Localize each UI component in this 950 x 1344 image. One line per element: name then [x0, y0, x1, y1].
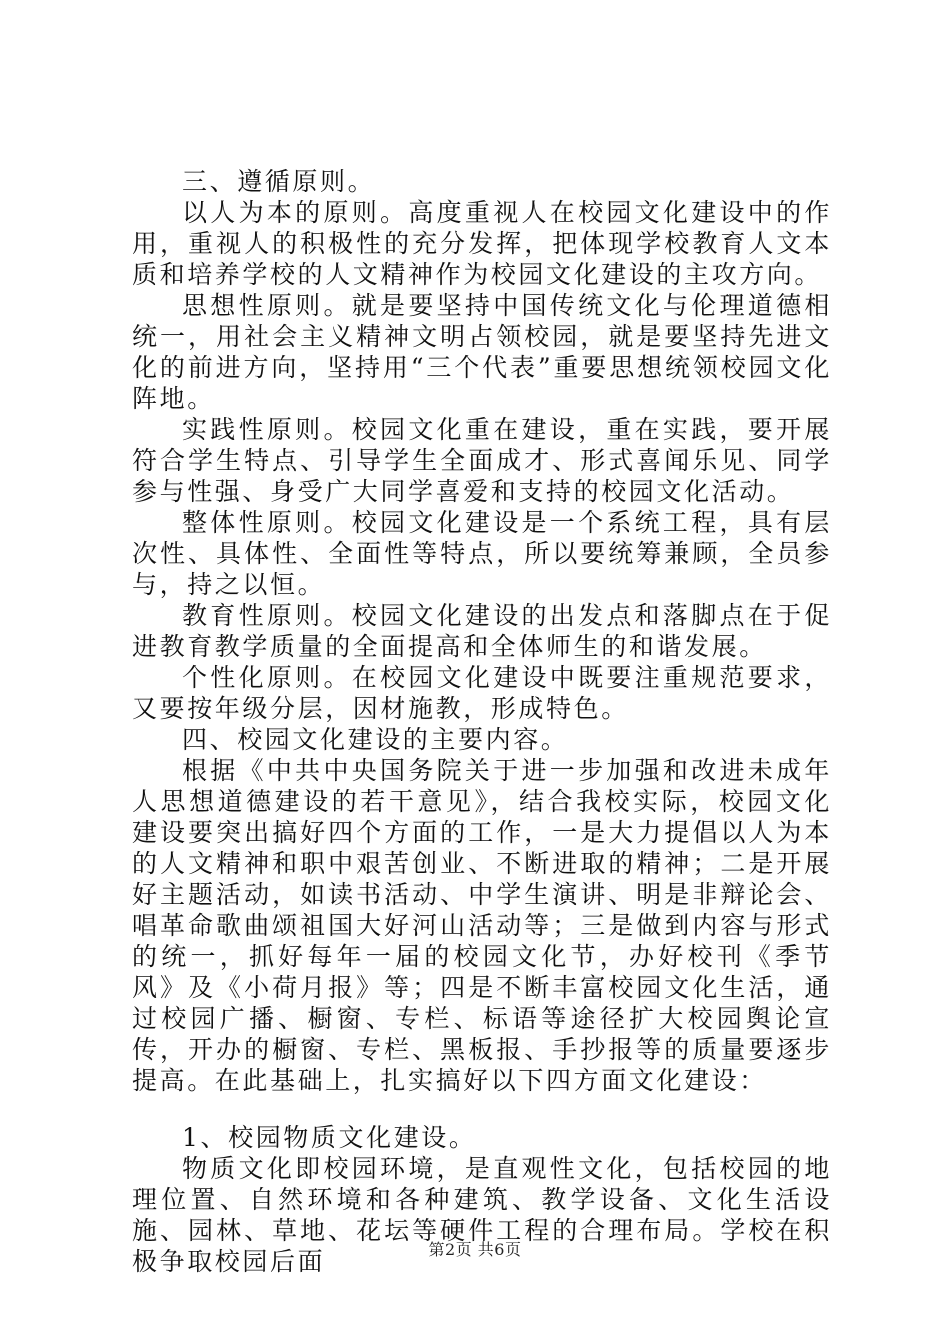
paragraph-holistic: 整体性原则。校园文化建设是一个系统工程，具有层次性、具体性、全面性等特点，所以要统筹兼顾，全员参与，持之以恒。 — [132, 508, 832, 599]
section-heading-3: 三、遵循原则。 — [182, 167, 376, 196]
paragraph-practical: 实践性原则。校园文化重在建设，重在实践，要开展符合学生特点、引导学生全面成才、形式喜闻乐见、同学参与性强、身受广大同学喜爱和支持的校园文化活动。 — [132, 415, 832, 506]
paragraph-material-culture: 物质文化即校园环境，是直观性文化，包括校园的地理位置、自然环境和各种建筑、教学设备、文化生活设施、园林、草地、花坛等硬件工程的合理布局。学校在积极争取校园后面 — [132, 1154, 832, 1276]
section-heading-4: 四、校园文化建设的主要内容。 — [182, 725, 569, 754]
page-footer: 第2页 共6页 — [428, 1240, 522, 1259]
paragraph-ideological: 思想性原则。就是要坚持中国传统文化与伦理道德相统一，用社会主义精神文明占领校园，就是要坚持先进文化的前进方向，坚持用“三个代表”重要思想统领校园文化阵地。 — [132, 291, 832, 413]
paragraph-people-oriented: 以人为本的原则。高度重视人在校园文化建设中的作用，重视人的积极性的充分发挥，把体现学校教育人文本质和培养学校的人文精神作为校园文化建设的主攻方向。 — [132, 198, 832, 289]
subsection-heading-1: 1、校园物质文化建设。 — [182, 1123, 477, 1152]
paragraph-main-content: 根据《中共中央国务院关于进一步加强和改进未成年人思想道德建设的若干意见》，结合我校实际，校园文化建设要突出搞好四个方面的工作，一是大力提倡以人为本的人文精神和职中艰苦创业、不断进取的精神；二是开展好主题活动，如读书活动、中学生演讲、明是非辩论会、唱革命歌曲颂祖国大好河山活动等；三是做到内容与形式的统一，抓好每年一届的校园文化节，办好校刊《季节风》及《小荷月报》等；四是不断丰富校园文化生活，通过校园广播、橱窗、专栏、标语等途径扩大校园舆论宣传，开办的橱窗、专栏、黑板报、手抄报等的质量要逐步提高。在此基础上，扎实搞好以下四方面文化建设： — [132, 756, 832, 1095]
document-body — [132, 166, 832, 1277]
paragraph-individualized: 个性化原则。在校园文化建设中既要注重规范要求，又要按年级分层，因材施教，形成特色。 — [132, 663, 832, 723]
paragraph-educational: 教育性原则。校园文化建设的出发点和落脚点在于促进教育教学质量的全面提高和全体师生的和谐发展。 — [132, 601, 832, 661]
